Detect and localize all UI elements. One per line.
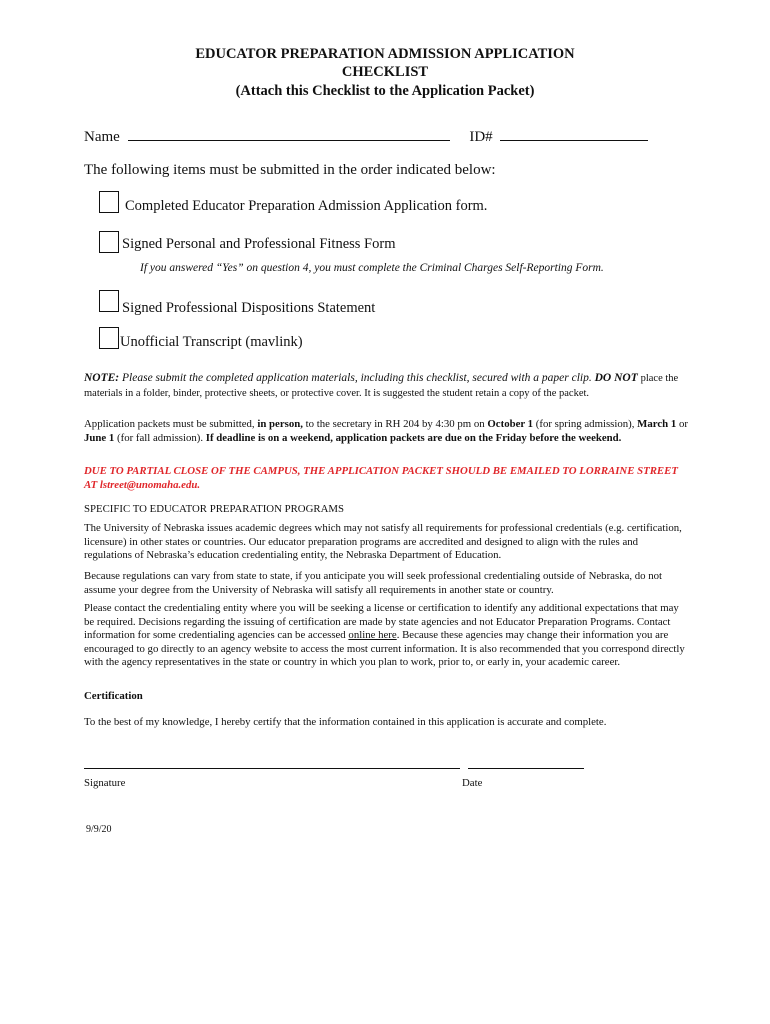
- in-person: in person,: [257, 418, 303, 430]
- note-text: Please submit the completed application materials, including this checklist, secured with a paper clip.: [122, 372, 592, 384]
- document-title: EDUCATOR PREPARATION ADMISSION APPLICATION: [195, 46, 575, 62]
- name-field[interactable]: [128, 126, 450, 141]
- transcript-checkbox[interactable]: [99, 327, 119, 349]
- paragraph-regulations: Because regulations can vary from state to state, if you anticipate you will seek professional credentialing outside of Nebraska, do not assume your degree from the University of Nebraska will satisfy all requirements in another state or country.: [84, 570, 663, 596]
- date-label: Date: [462, 777, 483, 789]
- certification-text: To the best of my knowledge, I hereby certify that the information contained in this application is accurate and complete.: [84, 716, 607, 728]
- october-date: October 1: [487, 418, 534, 430]
- fitness-note: If you answered “Yes” on question 4, you must complete the Criminal Charges Self-Reporting Form.: [140, 262, 604, 274]
- checklist-item-fitness: Signed Personal and Professional Fitness Form: [122, 236, 396, 252]
- name-label: Name: [84, 129, 120, 145]
- specific-heading: SPECIFIC TO EDUCATOR PREPARATION PROGRAMS: [84, 503, 344, 515]
- deadline-text-4: (for fall admission).: [117, 431, 204, 444]
- signature-line[interactable]: [84, 768, 460, 769]
- campus-notice: DUE TO PARTIAL CLOSE OF THE CAMPUS, THE APPLICATION PACKET SHOULD BE EMAILED TO LORRAINE STREET AT lstreet@unomaha.edu.: [84, 465, 678, 491]
- footer-date: 9/9/20: [86, 824, 112, 835]
- paragraph-contact: [84, 602, 688, 670]
- attach-instruction: (Attach this Checklist to the Application Packet): [235, 83, 535, 99]
- note-paragraph: [84, 371, 688, 401]
- signature-label: Signature: [84, 777, 126, 789]
- deadline-text-2: to the secretary in RH 204 by 4:30 pm on: [305, 418, 485, 430]
- note-text-2: place the materials in a folder, binder, protective sheets, or protective cover. It is suggested the student retain a copy of the packet.: [84, 373, 679, 399]
- document-subtitle: CHECKLIST: [341, 64, 429, 80]
- contact-text-2: . Because these agencies may change their information you are encouraged to go directly to an agency website to access the most current information. It is also recommended that you correspond directly with the agency representatives in the state or country in which you plan to work, prior to, or early in, your academic career.: [84, 629, 685, 668]
- weekend-rule: If deadline is on a weekend, application packets are due on the Friday before the weekend.: [205, 431, 622, 444]
- contact-text: Please contact the credentialing entity where you will be seeking a license or certification to identify any additional expectations that may be required. Decisions regarding the issuing of certification are made by state agencies and not Educator Preparation Programs. Contact information for some credentialing agencies can be accessed: [84, 602, 679, 641]
- deadline-paragraph: [84, 418, 688, 445]
- march-date: March 1: [637, 418, 677, 430]
- deadline-text: Application packets must be submitted,: [84, 418, 255, 430]
- certification-heading: Certification: [84, 690, 143, 702]
- name-id-row: [84, 126, 648, 146]
- online-here-link[interactable]: online here: [348, 629, 397, 641]
- date-line[interactable]: [468, 768, 584, 769]
- intro-text: The following items must be submitted in the order indicated below:: [84, 162, 496, 178]
- id-field[interactable]: [500, 126, 648, 141]
- id-label: ID#: [469, 129, 493, 145]
- june-date: June 1: [84, 431, 115, 444]
- checklist-item-transcript: Unofficial Transcript (mavlink): [120, 334, 303, 350]
- fitness-form-checkbox[interactable]: [99, 231, 119, 253]
- deadline-or: or: [678, 418, 688, 430]
- dispositions-checkbox[interactable]: [99, 290, 119, 312]
- note-label: NOTE:: [84, 372, 120, 384]
- checklist-item-dispositions: Signed Professional Dispositions Statement: [122, 300, 376, 316]
- do-not-label: DO NOT: [594, 372, 638, 384]
- paragraph-credentials: The University of Nebraska issues academic degrees which may not satisfy all requirements for professional credentials (e.g. certification, licensure) in other states or countries. Our educator preparation programs are accredited and designed to align with the rules and regulations of Nebraska’s education credentialing entity, the Nebraska Department of Education.: [84, 522, 682, 561]
- checklist-item-application: Completed Educator Preparation Admission Application form.: [125, 198, 488, 214]
- deadline-text-3: (for spring admission),: [535, 418, 635, 430]
- application-form-checkbox[interactable]: [99, 191, 119, 213]
